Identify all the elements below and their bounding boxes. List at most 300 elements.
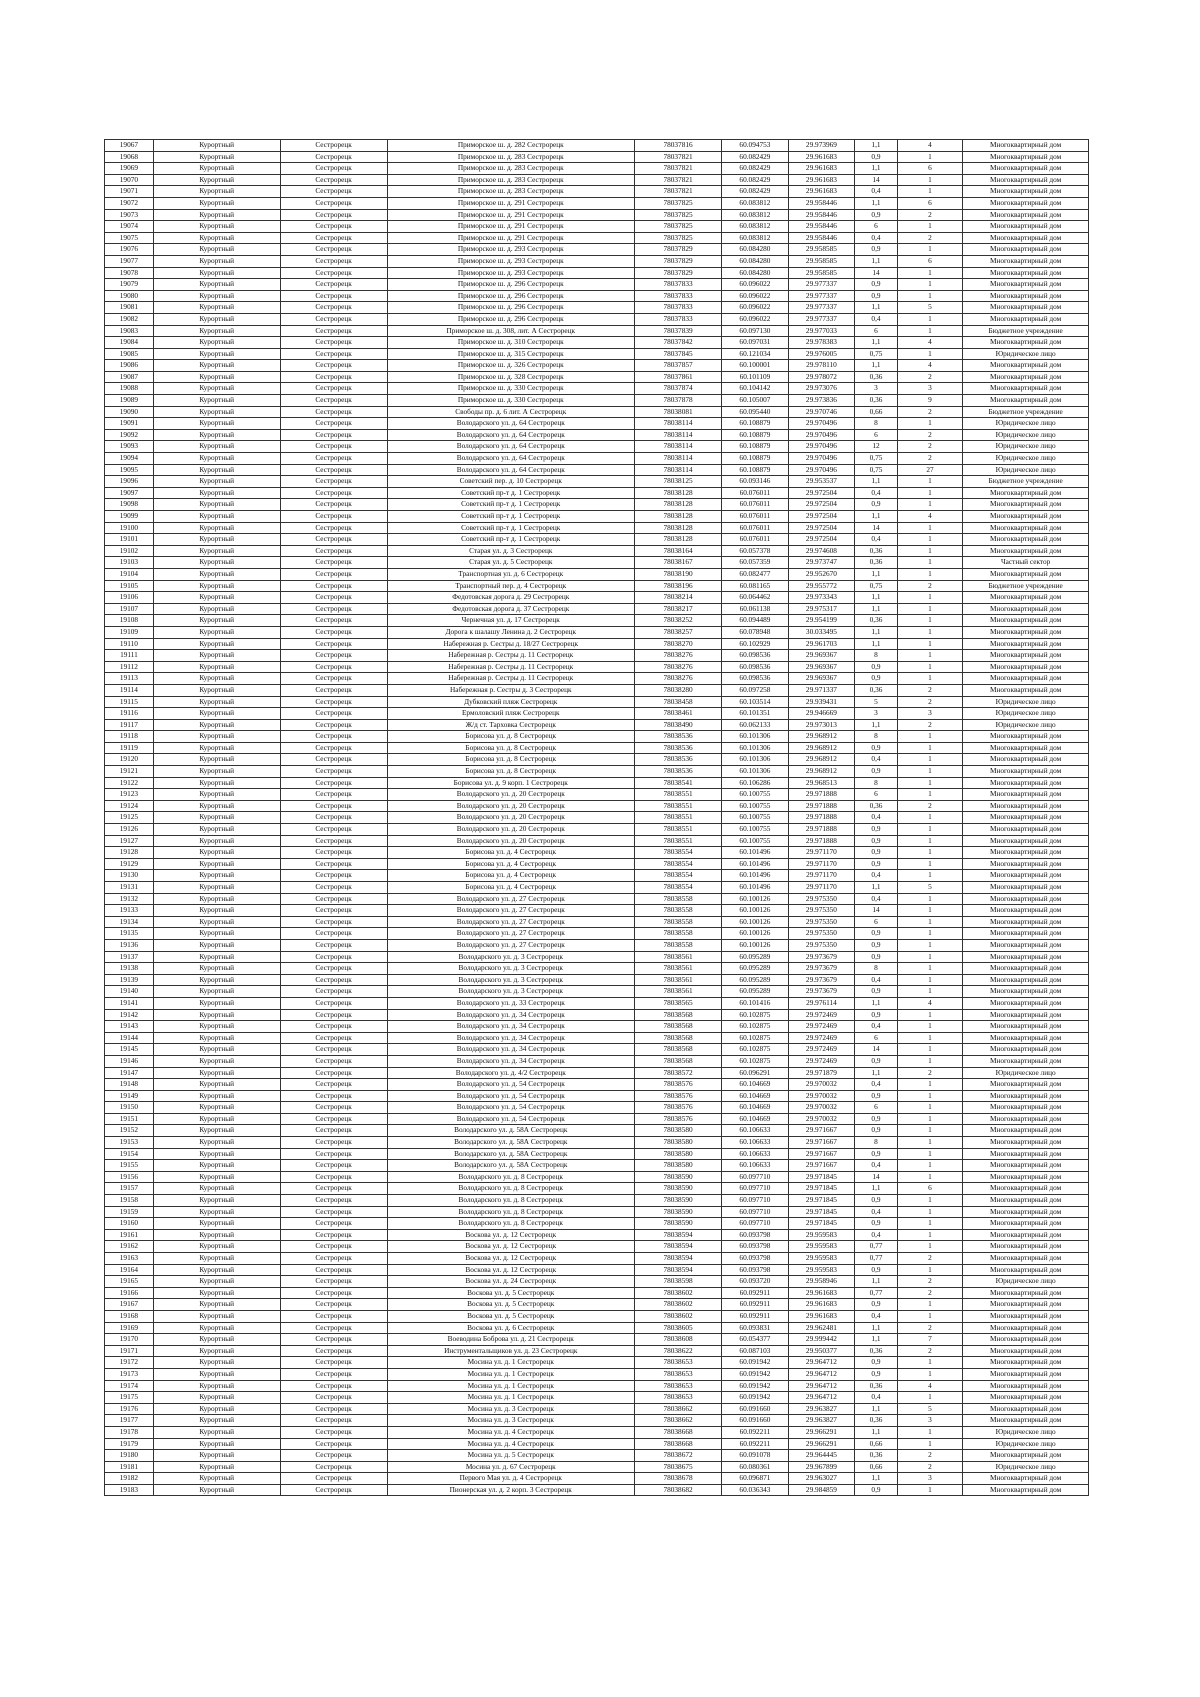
- table-row: [105, 545, 1089, 557]
- latitude-cell: 60.108879: [722, 453, 789, 465]
- longitude-cell: 29.971667: [788, 1137, 855, 1149]
- address-cell: Володарского ул. д. 34 Сестрорецк: [387, 1044, 634, 1056]
- address-cell: Володарского ул. д. 58А Сестрорецк: [387, 1137, 634, 1149]
- object-code-cell: 78038551: [634, 800, 721, 812]
- container-volume-cell: 1,1: [855, 592, 898, 604]
- container-count-cell: 2: [897, 1322, 962, 1334]
- row-number-cell: 19171: [105, 1345, 154, 1357]
- object-code-cell: 78038536: [634, 754, 721, 766]
- row-number-cell: 19153: [105, 1137, 154, 1149]
- container-count-cell: 1: [897, 835, 962, 847]
- row-number-cell: 19172: [105, 1357, 154, 1369]
- latitude-cell: 60.091942: [722, 1357, 789, 1369]
- object-code-cell: 78038551: [634, 824, 721, 836]
- latitude-cell: 60.093798: [722, 1264, 789, 1276]
- container-volume-cell: 0,4: [855, 870, 898, 882]
- owner-type-cell: Многоквартирный дом: [963, 371, 1089, 383]
- longitude-cell: 29.961683: [788, 174, 855, 186]
- longitude-cell: 29.973343: [788, 592, 855, 604]
- object-code-cell: 78038114: [634, 453, 721, 465]
- container-count-cell: 3: [897, 383, 962, 395]
- owner-type-cell: Многоквартирный дом: [963, 777, 1089, 789]
- container-volume-cell: 0,9: [855, 951, 898, 963]
- object-code-cell: 78038461: [634, 708, 721, 720]
- owner-type-cell: Многоквартирный дом: [963, 638, 1089, 650]
- latitude-cell: 60.097710: [722, 1183, 789, 1195]
- longitude-cell: 29.964712: [788, 1392, 855, 1404]
- container-volume-cell: 0,4: [855, 1310, 898, 1322]
- address-cell: Набережная р. Сестры д. 11 Сестрорецк: [387, 650, 634, 662]
- longitude-cell: 29.958946: [788, 1276, 855, 1288]
- container-volume-cell: 8: [855, 777, 898, 789]
- row-number-cell: 19103: [105, 557, 154, 569]
- district-cell: Курортный: [153, 395, 280, 407]
- latitude-cell: 60.096871: [722, 1473, 789, 1485]
- address-cell: Приморское ш. д. 293 Сестрорецк: [387, 255, 634, 267]
- address-cell: Воеводина Боброва ул. д. 21 Сестрорецк: [387, 1334, 634, 1346]
- latitude-cell: 60.093798: [722, 1241, 789, 1253]
- longitude-cell: 29.970496: [788, 429, 855, 441]
- district-cell: Курортный: [153, 1009, 280, 1021]
- locality-cell: Сестрорецк: [280, 290, 387, 302]
- row-number-cell: 19130: [105, 870, 154, 882]
- address-cell: Приморское ш. д. 296 Сестрорецк: [387, 313, 634, 325]
- container-count-cell: 2: [897, 1345, 962, 1357]
- address-cell: Володарского ул. д. 3 Сестрорецк: [387, 951, 634, 963]
- container-volume-cell: 0,75: [855, 453, 898, 465]
- owner-type-cell: Юридическое лицо: [963, 719, 1089, 731]
- locality-cell: Сестрорецк: [280, 1021, 387, 1033]
- latitude-cell: 60.102929: [722, 638, 789, 650]
- longitude-cell: 29.961703: [788, 638, 855, 650]
- address-cell: Володарского ул. д. 27 Сестрорецк: [387, 939, 634, 951]
- longitude-cell: 29.971888: [788, 824, 855, 836]
- row-number-cell: 19148: [105, 1079, 154, 1091]
- district-cell: Курортный: [153, 592, 280, 604]
- address-cell: Первого Мая ул. д. 4 Сестрорецк: [387, 1473, 634, 1485]
- address-cell: Приморское ш. д. 330 Сестрорецк: [387, 395, 634, 407]
- owner-type-cell: Многоквартирный дом: [963, 1183, 1089, 1195]
- longitude-cell: 29.976114: [788, 997, 855, 1009]
- longitude-cell: 29.961683: [788, 1310, 855, 1322]
- locality-cell: Сестрорецк: [280, 1195, 387, 1207]
- row-number-cell: 19166: [105, 1287, 154, 1299]
- container-count-cell: 1: [897, 615, 962, 627]
- district-cell: Курортный: [153, 383, 280, 395]
- owner-type-cell: Многоквартирный дом: [963, 1241, 1089, 1253]
- locality-cell: Сестрорецк: [280, 1229, 387, 1241]
- container-volume-cell: 0,9: [855, 1055, 898, 1067]
- table-row: [105, 511, 1089, 523]
- district-cell: Курортный: [153, 163, 280, 175]
- district-cell: Курортный: [153, 1067, 280, 1079]
- table-row: [105, 557, 1089, 569]
- container-count-cell: 2: [897, 1461, 962, 1473]
- owner-type-cell: Юридическое лицо: [963, 708, 1089, 720]
- table-row: [105, 1276, 1089, 1288]
- locality-cell: Сестрорецк: [280, 939, 387, 951]
- latitude-cell: 60.101351: [722, 708, 789, 720]
- latitude-cell: 60.081165: [722, 580, 789, 592]
- container-volume-cell: 0,4: [855, 1206, 898, 1218]
- latitude-cell: 60.092911: [722, 1287, 789, 1299]
- container-count-cell: 1: [897, 1195, 962, 1207]
- district-cell: Курортный: [153, 337, 280, 349]
- owner-type-cell: Многоквартирный дом: [963, 997, 1089, 1009]
- locality-cell: Сестрорецк: [280, 812, 387, 824]
- object-code-cell: 78038590: [634, 1171, 721, 1183]
- container-count-cell: 1: [897, 1264, 962, 1276]
- address-cell: Мосина ул. д. 1 Сестрорецк: [387, 1357, 634, 1369]
- owner-type-cell: Многоквартирный дом: [963, 568, 1089, 580]
- container-count-cell: 6: [897, 163, 962, 175]
- locality-cell: Сестрорецк: [280, 916, 387, 928]
- table-row: [105, 800, 1089, 812]
- object-code-cell: 78037839: [634, 325, 721, 337]
- container-count-cell: 1: [897, 499, 962, 511]
- address-cell: Воскова ул. д. 12 Сестрорецк: [387, 1241, 634, 1253]
- latitude-cell: 60.100755: [722, 800, 789, 812]
- container-volume-cell: 1,1: [855, 1183, 898, 1195]
- container-count-cell: 1: [897, 244, 962, 256]
- address-cell: Володарского ул. д. 8 Сестрорецк: [387, 1195, 634, 1207]
- latitude-cell: 60.096022: [722, 279, 789, 291]
- latitude-cell: 60.080361: [722, 1461, 789, 1473]
- address-cell: Советский пр-т д. 1 Сестрорецк: [387, 487, 634, 499]
- container-volume-cell: 6: [855, 325, 898, 337]
- object-code-cell: 78037821: [634, 174, 721, 186]
- district-cell: Курортный: [153, 499, 280, 511]
- table-row: [105, 1310, 1089, 1322]
- container-count-cell: 1: [897, 1021, 962, 1033]
- longitude-cell: 29.971845: [788, 1218, 855, 1230]
- container-volume-cell: 0,36: [855, 1415, 898, 1427]
- owner-type-cell: Многоквартирный дом: [963, 1322, 1089, 1334]
- owner-type-cell: Многоквартирный дом: [963, 974, 1089, 986]
- container-count-cell: 1: [897, 1125, 962, 1137]
- table-row: [105, 928, 1089, 940]
- container-count-cell: 1: [897, 1484, 962, 1496]
- row-number-cell: 19162: [105, 1241, 154, 1253]
- object-code-cell: 78038561: [634, 951, 721, 963]
- row-number-cell: 19168: [105, 1310, 154, 1322]
- longitude-cell: 29.973679: [788, 951, 855, 963]
- object-code-cell: 78038605: [634, 1322, 721, 1334]
- container-volume-cell: 0,36: [855, 557, 898, 569]
- longitude-cell: 29.961683: [788, 1299, 855, 1311]
- container-volume-cell: 0,4: [855, 487, 898, 499]
- locality-cell: Сестрорецк: [280, 1102, 387, 1114]
- row-number-cell: 19163: [105, 1253, 154, 1265]
- longitude-cell: 29.973679: [788, 963, 855, 975]
- owner-type-cell: Многоквартирный дом: [963, 858, 1089, 870]
- latitude-cell: 60.100126: [722, 893, 789, 905]
- table-row: [105, 684, 1089, 696]
- owner-type-cell: Многоквартирный дом: [963, 963, 1089, 975]
- row-number-cell: 19080: [105, 290, 154, 302]
- container-count-cell: 3: [897, 1415, 962, 1427]
- longitude-cell: 29.975350: [788, 905, 855, 917]
- table-row: [105, 1195, 1089, 1207]
- object-code-cell: 78037825: [634, 232, 721, 244]
- district-cell: Курортный: [153, 789, 280, 801]
- district-cell: Курортный: [153, 1461, 280, 1473]
- longitude-cell: 29.973013: [788, 719, 855, 731]
- latitude-cell: 60.087103: [722, 1345, 789, 1357]
- latitude-cell: 60.091660: [722, 1415, 789, 1427]
- object-code-cell: 78037842: [634, 337, 721, 349]
- owner-type-cell: Многоквартирный дом: [963, 1392, 1089, 1404]
- district-cell: Курортный: [153, 870, 280, 882]
- container-volume-cell: 1,1: [855, 1322, 898, 1334]
- latitude-cell: 60.097031: [722, 337, 789, 349]
- locality-cell: Сестрорецк: [280, 731, 387, 743]
- object-code-cell: 78038594: [634, 1264, 721, 1276]
- latitude-cell: 60.083812: [722, 209, 789, 221]
- owner-type-cell: Многоквартирный дом: [963, 905, 1089, 917]
- object-code-cell: 78037833: [634, 290, 721, 302]
- container-count-cell: 1: [897, 905, 962, 917]
- owner-type-cell: Многоквартирный дом: [963, 511, 1089, 523]
- row-number-cell: 19099: [105, 511, 154, 523]
- district-cell: Курортный: [153, 742, 280, 754]
- table-row: [105, 1241, 1089, 1253]
- owner-type-cell: Частный сектор: [963, 557, 1089, 569]
- address-cell: Мосина ул. д. 5 Сестрорецк: [387, 1450, 634, 1462]
- table-row: [105, 255, 1089, 267]
- container-volume-cell: 0,4: [855, 974, 898, 986]
- object-code-cell: 78038568: [634, 1044, 721, 1056]
- row-number-cell: 19094: [105, 453, 154, 465]
- locality-cell: Сестрорецк: [280, 1125, 387, 1137]
- table-row: [105, 939, 1089, 951]
- district-cell: Курортный: [153, 545, 280, 557]
- owner-type-cell: Многоквартирный дом: [963, 337, 1089, 349]
- table-row: [105, 731, 1089, 743]
- district-cell: Курортный: [153, 1322, 280, 1334]
- object-code-cell: 78038270: [634, 638, 721, 650]
- owner-type-cell: Многоквартирный дом: [963, 824, 1089, 836]
- longitude-cell: 29.971667: [788, 1148, 855, 1160]
- owner-type-cell: Многоквартирный дом: [963, 1287, 1089, 1299]
- container-volume-cell: 0,9: [855, 1113, 898, 1125]
- row-number-cell: 19150: [105, 1102, 154, 1114]
- locality-cell: Сестрорецк: [280, 754, 387, 766]
- object-code-cell: 78037825: [634, 209, 721, 221]
- address-cell: Володарского ул. д. 27 Сестрорецк: [387, 893, 634, 905]
- table-row: [105, 186, 1089, 198]
- owner-type-cell: Многоквартирный дом: [963, 1380, 1089, 1392]
- longitude-cell: 29.971170: [788, 847, 855, 859]
- row-number-cell: 19156: [105, 1171, 154, 1183]
- owner-type-cell: Многоквартирный дом: [963, 290, 1089, 302]
- longitude-cell: 29.977337: [788, 313, 855, 325]
- locality-cell: Сестрорецк: [280, 661, 387, 673]
- container-count-cell: 6: [897, 1183, 962, 1195]
- latitude-cell: 60.091942: [722, 1368, 789, 1380]
- table-row: [105, 464, 1089, 476]
- object-code-cell: 78038580: [634, 1137, 721, 1149]
- address-cell: Володарского ул. д. 3 Сестрорецк: [387, 974, 634, 986]
- longitude-cell: 29.972504: [788, 499, 855, 511]
- longitude-cell: 29.972469: [788, 1009, 855, 1021]
- longitude-cell: 29.953537: [788, 476, 855, 488]
- district-cell: Курортный: [153, 615, 280, 627]
- row-number-cell: 19093: [105, 441, 154, 453]
- object-code-cell: 78038602: [634, 1287, 721, 1299]
- longitude-cell: 29.958446: [788, 232, 855, 244]
- locality-cell: Сестрорецк: [280, 1055, 387, 1067]
- address-cell: Борисова ул. д. 4 Сестрорецк: [387, 870, 634, 882]
- latitude-cell: 60.097130: [722, 325, 789, 337]
- longitude-cell: 29.972504: [788, 511, 855, 523]
- container-count-cell: 2: [897, 684, 962, 696]
- table-row: [105, 1102, 1089, 1114]
- table-row: [105, 302, 1089, 314]
- district-cell: Курортный: [153, 1403, 280, 1415]
- object-code-cell: 78038276: [634, 650, 721, 662]
- container-volume-cell: 0,9: [855, 244, 898, 256]
- longitude-cell: 29.978110: [788, 360, 855, 372]
- district-cell: Курортный: [153, 1148, 280, 1160]
- row-number-cell: 19091: [105, 418, 154, 430]
- district-cell: Курортный: [153, 429, 280, 441]
- container-volume-cell: 1,1: [855, 255, 898, 267]
- table-row: [105, 1125, 1089, 1137]
- row-number-cell: 19144: [105, 1032, 154, 1044]
- district-cell: Курортный: [153, 1426, 280, 1438]
- latitude-cell: 60.102875: [722, 1044, 789, 1056]
- container-volume-cell: 3: [855, 383, 898, 395]
- district-cell: Курортный: [153, 847, 280, 859]
- locality-cell: Сестрорецк: [280, 325, 387, 337]
- owner-type-cell: Многоквартирный дом: [963, 1264, 1089, 1276]
- longitude-cell: 29.955772: [788, 580, 855, 592]
- container-count-cell: 1: [897, 1137, 962, 1149]
- row-number-cell: 19122: [105, 777, 154, 789]
- latitude-cell: 60.100755: [722, 812, 789, 824]
- latitude-cell: 60.057359: [722, 557, 789, 569]
- district-cell: Курортный: [153, 951, 280, 963]
- latitude-cell: 60.076011: [722, 487, 789, 499]
- row-number-cell: 19149: [105, 1090, 154, 1102]
- district-cell: Курортный: [153, 279, 280, 291]
- locality-cell: Сестрорецк: [280, 464, 387, 476]
- container-count-cell: 1: [897, 1160, 962, 1172]
- container-volume-cell: 0,4: [855, 893, 898, 905]
- owner-type-cell: Юридическое лицо: [963, 1438, 1089, 1450]
- table-row: [105, 1287, 1089, 1299]
- container-volume-cell: 14: [855, 522, 898, 534]
- longitude-cell: 29.969367: [788, 650, 855, 662]
- latitude-cell: 60.108879: [722, 441, 789, 453]
- locality-cell: Сестрорецк: [280, 1368, 387, 1380]
- object-code-cell: 78038554: [634, 858, 721, 870]
- address-cell: Володарского ул. д. 27 Сестрорецк: [387, 905, 634, 917]
- address-cell: Приморское ш. д. 282 Сестрорецк: [387, 140, 634, 152]
- object-code-cell: 78038280: [634, 684, 721, 696]
- table-row: [105, 812, 1089, 824]
- longitude-cell: 29.939431: [788, 696, 855, 708]
- owner-type-cell: Многоквартирный дом: [963, 1137, 1089, 1149]
- district-cell: Курортный: [153, 1334, 280, 1346]
- longitude-cell: 29.977337: [788, 279, 855, 291]
- row-number-cell: 19071: [105, 186, 154, 198]
- owner-type-cell: Юридическое лицо: [963, 453, 1089, 465]
- container-count-cell: 1: [897, 418, 962, 430]
- table-row: [105, 1403, 1089, 1415]
- object-code-cell: 78038125: [634, 476, 721, 488]
- longitude-cell: 29.973679: [788, 974, 855, 986]
- district-cell: Курортный: [153, 1113, 280, 1125]
- longitude-cell: 29.978072: [788, 371, 855, 383]
- locality-cell: Сестрорецк: [280, 719, 387, 731]
- container-count-cell: 2: [897, 371, 962, 383]
- owner-type-cell: Многоквартирный дом: [963, 1473, 1089, 1485]
- address-cell: Набережная р. Сестры д. 11 Сестрорецк: [387, 661, 634, 673]
- owner-type-cell: Многоквартирный дом: [963, 615, 1089, 627]
- longitude-cell: 29.973969: [788, 140, 855, 152]
- container-volume-cell: 8: [855, 963, 898, 975]
- latitude-cell: 60.102875: [722, 1009, 789, 1021]
- object-code-cell: 78037857: [634, 360, 721, 372]
- district-cell: Курортный: [153, 1264, 280, 1276]
- latitude-cell: 60.106633: [722, 1148, 789, 1160]
- container-volume-cell: 0,36: [855, 371, 898, 383]
- longitude-cell: 29.970746: [788, 406, 855, 418]
- owner-type-cell: Многоквартирный дом: [963, 731, 1089, 743]
- row-number-cell: 19182: [105, 1473, 154, 1485]
- locality-cell: Сестрорецк: [280, 1160, 387, 1172]
- district-cell: Курортный: [153, 928, 280, 940]
- longitude-cell: 29.958446: [788, 221, 855, 233]
- object-code-cell: 78038128: [634, 522, 721, 534]
- owner-type-cell: Многоквартирный дом: [963, 835, 1089, 847]
- latitude-cell: 60.083812: [722, 221, 789, 233]
- longitude-cell: 29.964445: [788, 1450, 855, 1462]
- latitude-cell: 60.096022: [722, 313, 789, 325]
- container-volume-cell: 0,9: [855, 1299, 898, 1311]
- latitude-cell: 60.105007: [722, 395, 789, 407]
- table-row: [105, 476, 1089, 488]
- district-cell: Курортный: [153, 453, 280, 465]
- object-code-cell: 78038594: [634, 1229, 721, 1241]
- locality-cell: Сестрорецк: [280, 140, 387, 152]
- row-number-cell: 19178: [105, 1426, 154, 1438]
- latitude-cell: 60.092211: [722, 1426, 789, 1438]
- object-code-cell: 78038568: [634, 1055, 721, 1067]
- latitude-cell: 60.101496: [722, 858, 789, 870]
- latitude-cell: 60.101416: [722, 997, 789, 1009]
- latitude-cell: 60.106633: [722, 1160, 789, 1172]
- address-cell: Борисова ул. д. 4 Сестрорецк: [387, 882, 634, 894]
- address-cell: Мосина ул. д. 4 Сестрорецк: [387, 1438, 634, 1450]
- locality-cell: Сестрорецк: [280, 882, 387, 894]
- locality-cell: Сестрорецк: [280, 360, 387, 372]
- owner-type-cell: Многоквартирный дом: [963, 893, 1089, 905]
- row-number-cell: 19116: [105, 708, 154, 720]
- table-row: [105, 1160, 1089, 1172]
- longitude-cell: 29.966291: [788, 1426, 855, 1438]
- container-count-cell: 1: [897, 1009, 962, 1021]
- table-row: [105, 534, 1089, 546]
- district-cell: Курортный: [153, 905, 280, 917]
- district-cell: Курортный: [153, 267, 280, 279]
- locality-cell: Сестрорецк: [280, 1473, 387, 1485]
- longitude-cell: 29.977337: [788, 290, 855, 302]
- locality-cell: Сестрорецк: [280, 163, 387, 175]
- locality-cell: Сестрорецк: [280, 476, 387, 488]
